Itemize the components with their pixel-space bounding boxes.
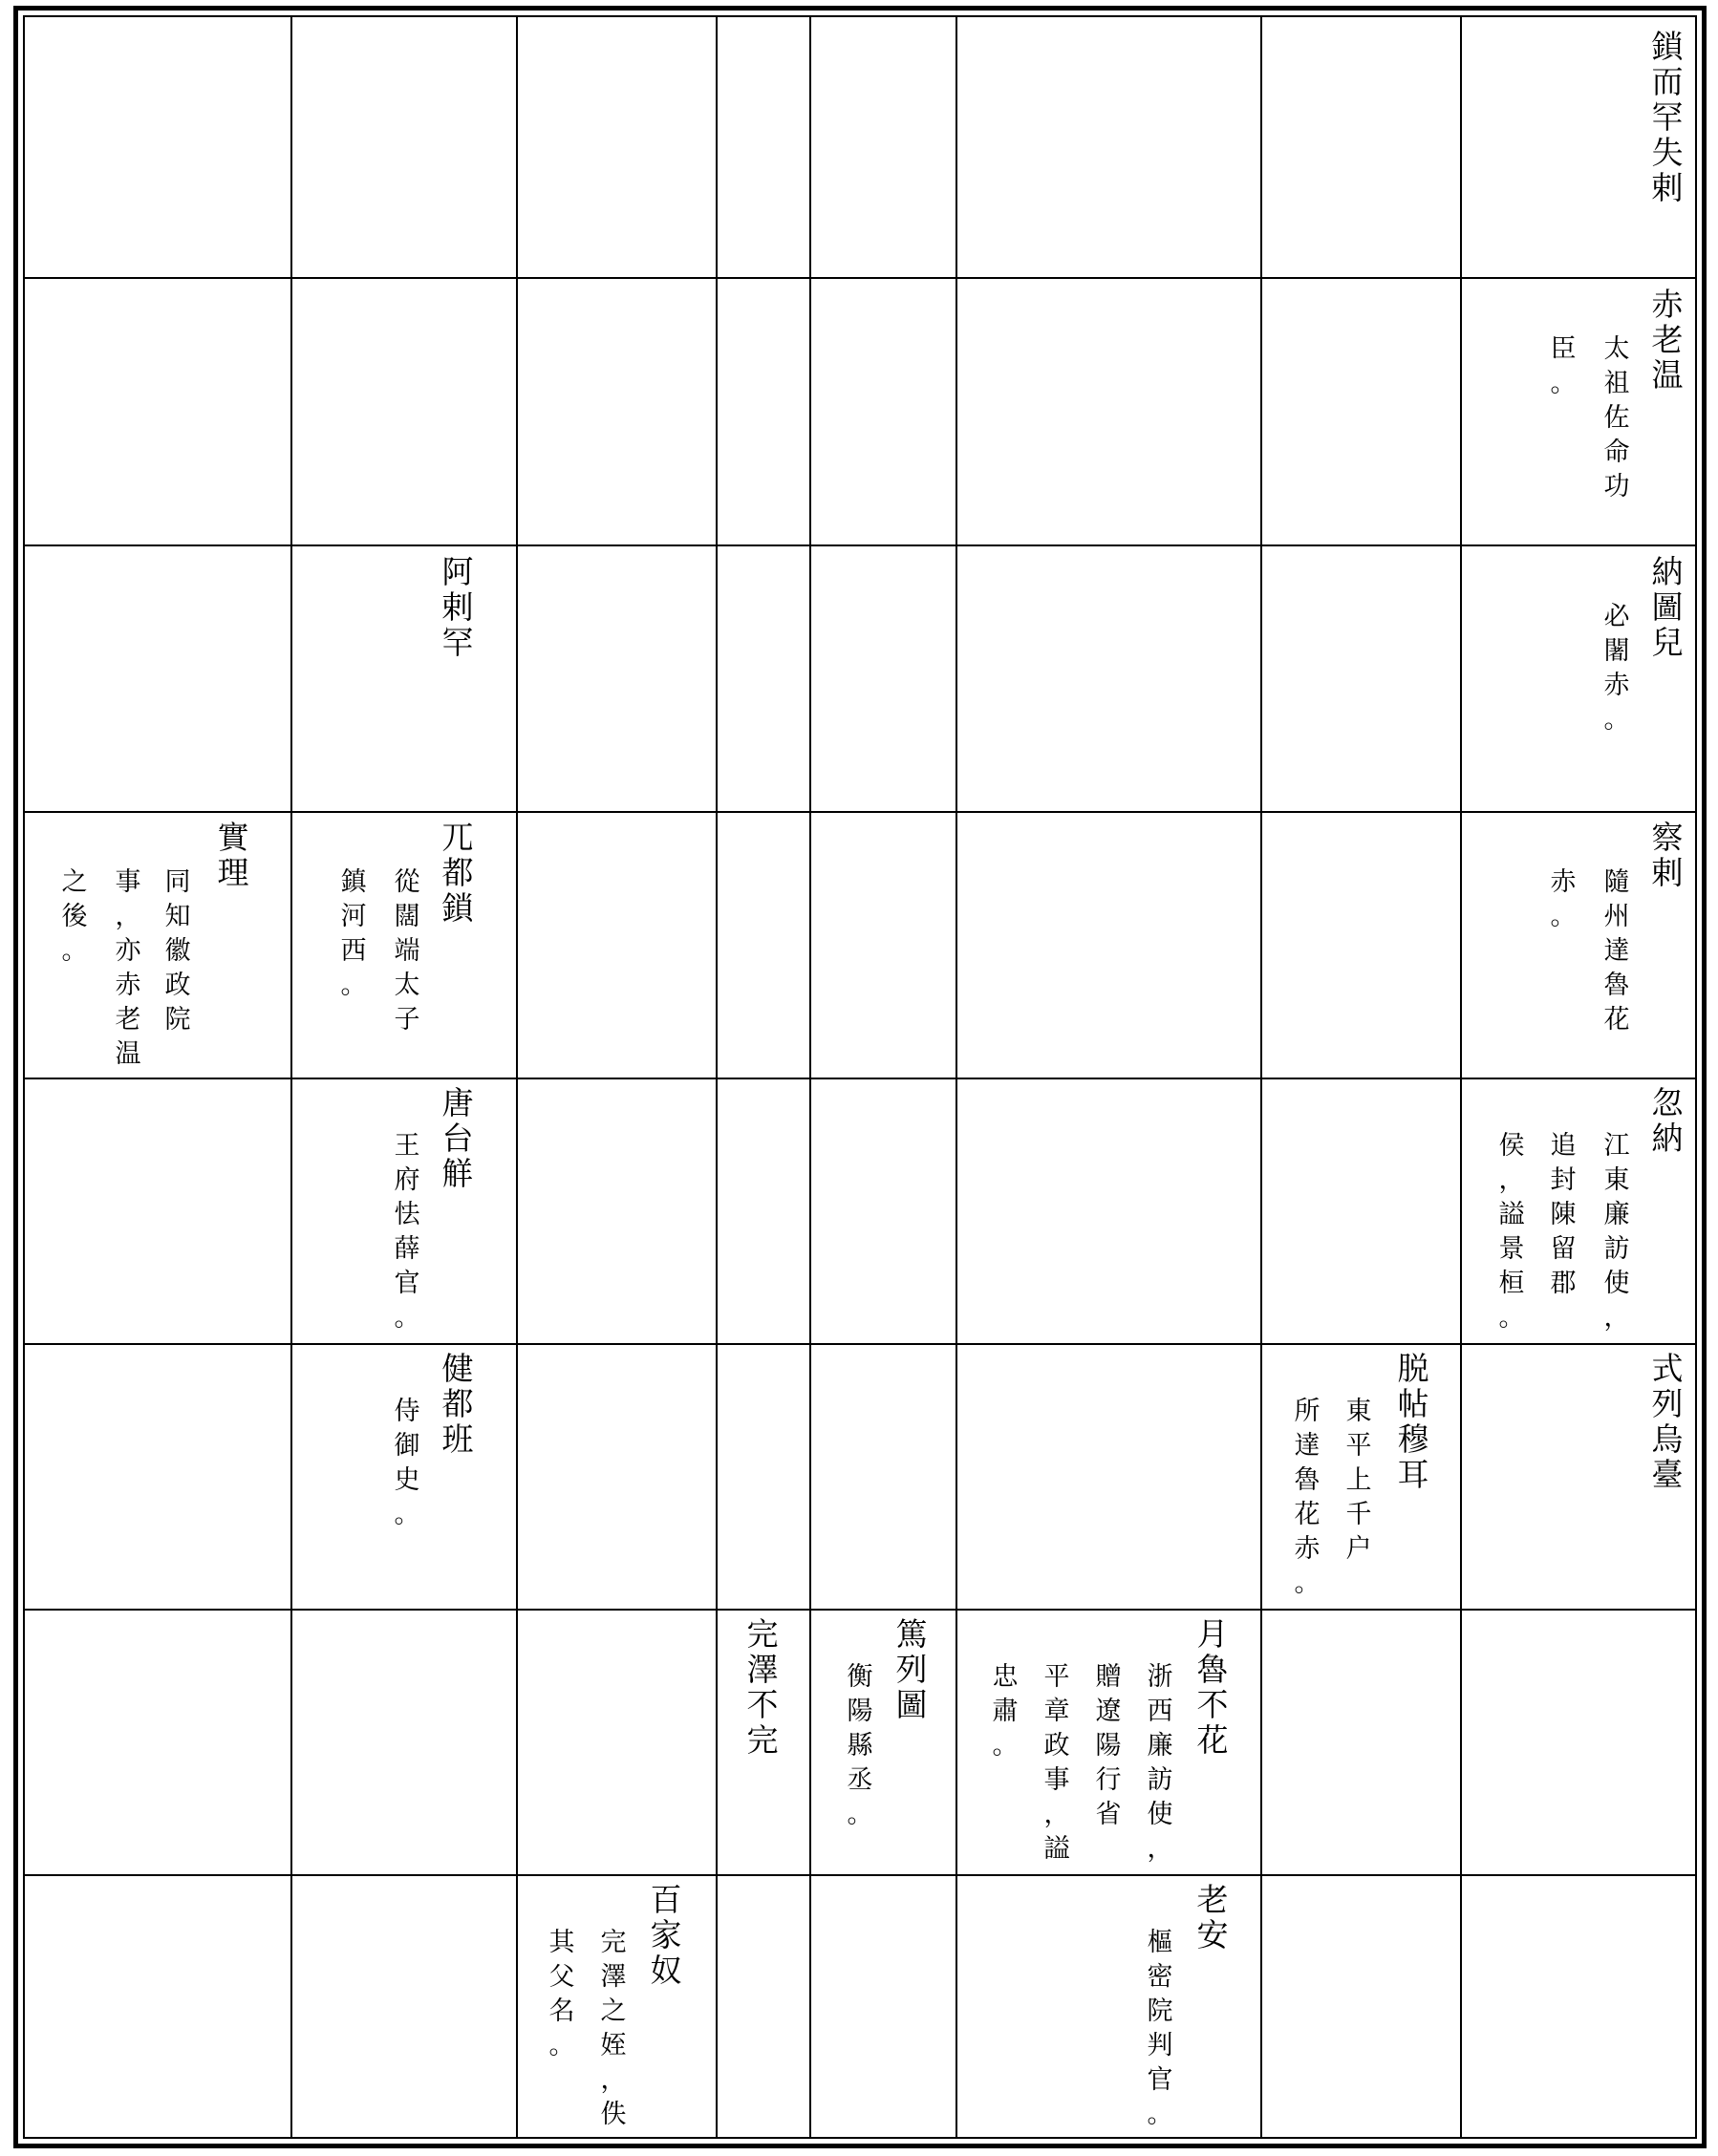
entry-note: 所 達 魯 花 赤 。 <box>1294 1397 1321 1598</box>
entry-note: 隨 州 達 魯 花 <box>1603 867 1630 1035</box>
grid-row-line <box>23 544 1697 546</box>
grid-row-line <box>23 1609 1697 1611</box>
entry-note: 樞 密 院 判 官 。 <box>1147 1928 1173 2129</box>
entry-name: 兀 都 鎖 <box>441 819 474 927</box>
grid-row-line <box>23 1343 1697 1345</box>
entry-name: 實 理 <box>217 819 249 891</box>
entry-note: 浙 西 廉 訪 使 ， <box>1147 1662 1173 1864</box>
entry-name: 阿 剌 罕 <box>441 553 474 661</box>
entry-name: 察 剌 <box>1651 819 1684 891</box>
entry-name: 月 魯 不 花 <box>1196 1615 1229 1759</box>
entry-note: 臣 。 <box>1550 334 1577 398</box>
entry-note: 之 後 。 <box>61 867 88 966</box>
entry-note: 贈 遼 陽 行 省 <box>1095 1662 1122 1829</box>
entry-note: 衡 陽 縣 丞 。 <box>847 1662 873 1829</box>
entry-note: 江 東 廉 訪 使 ， <box>1603 1131 1630 1333</box>
entry-note: 太 祖 佐 命 功 <box>1603 334 1630 502</box>
entry-note: 東 平 上 千 户 <box>1345 1397 1372 1564</box>
entry-name: 百 家 奴 <box>650 1881 682 1989</box>
entry-note: 平 章 政 事 ， 謚 <box>1043 1662 1070 1864</box>
entry-note: 完 澤 之 姪 ， 佚 <box>600 1928 627 2129</box>
entry-note: 侍 御 史 。 <box>394 1397 420 1529</box>
entry-name: 完 澤 不 完 <box>746 1615 779 1759</box>
entry-note: 追 封 陳 留 郡 <box>1550 1131 1577 1298</box>
entry-name: 赤 老 温 <box>1651 286 1684 394</box>
entry-name: 篤 列 圖 <box>895 1615 928 1723</box>
entry-note: 其 父 名 。 <box>548 1928 575 2060</box>
grid-row-line <box>23 277 1697 279</box>
entry-note: 赤 。 <box>1550 867 1577 931</box>
entry-note: 忠 肅 。 <box>992 1662 1019 1761</box>
grid-row-line <box>23 811 1697 813</box>
grid-row-line <box>23 1874 1697 1876</box>
entry-name: 忽 納 <box>1651 1084 1684 1157</box>
entry-name: 健 都 班 <box>441 1350 474 1458</box>
entry-note: 必 闍 赤 。 <box>1603 602 1630 735</box>
entry-note: 侯 ， 謚 景 桓 。 <box>1498 1131 1525 1333</box>
entry-note: 鎮 河 西 。 <box>340 867 367 1000</box>
entry-note: 事 ， 亦 赤 老 温 <box>115 867 141 1069</box>
entry-name: 唐 台 觧 <box>441 1084 474 1192</box>
entry-name: 式 列 烏 臺 <box>1651 1350 1684 1493</box>
entry-note: 同 知 徽 政 院 <box>164 867 191 1035</box>
entry-note: 從 闊 端 太 子 <box>394 867 420 1035</box>
grid-row-line <box>23 1078 1697 1079</box>
entry-name: 脱 帖 穆 耳 <box>1397 1350 1429 1493</box>
entry-name: 鎖 而 罕 失 剌 <box>1651 28 1684 206</box>
entry-note: 王 府 怯 薛 官 。 <box>394 1131 420 1333</box>
entry-name: 納 圖 兒 <box>1651 553 1684 661</box>
entry-name: 老 安 <box>1196 1881 1229 1953</box>
